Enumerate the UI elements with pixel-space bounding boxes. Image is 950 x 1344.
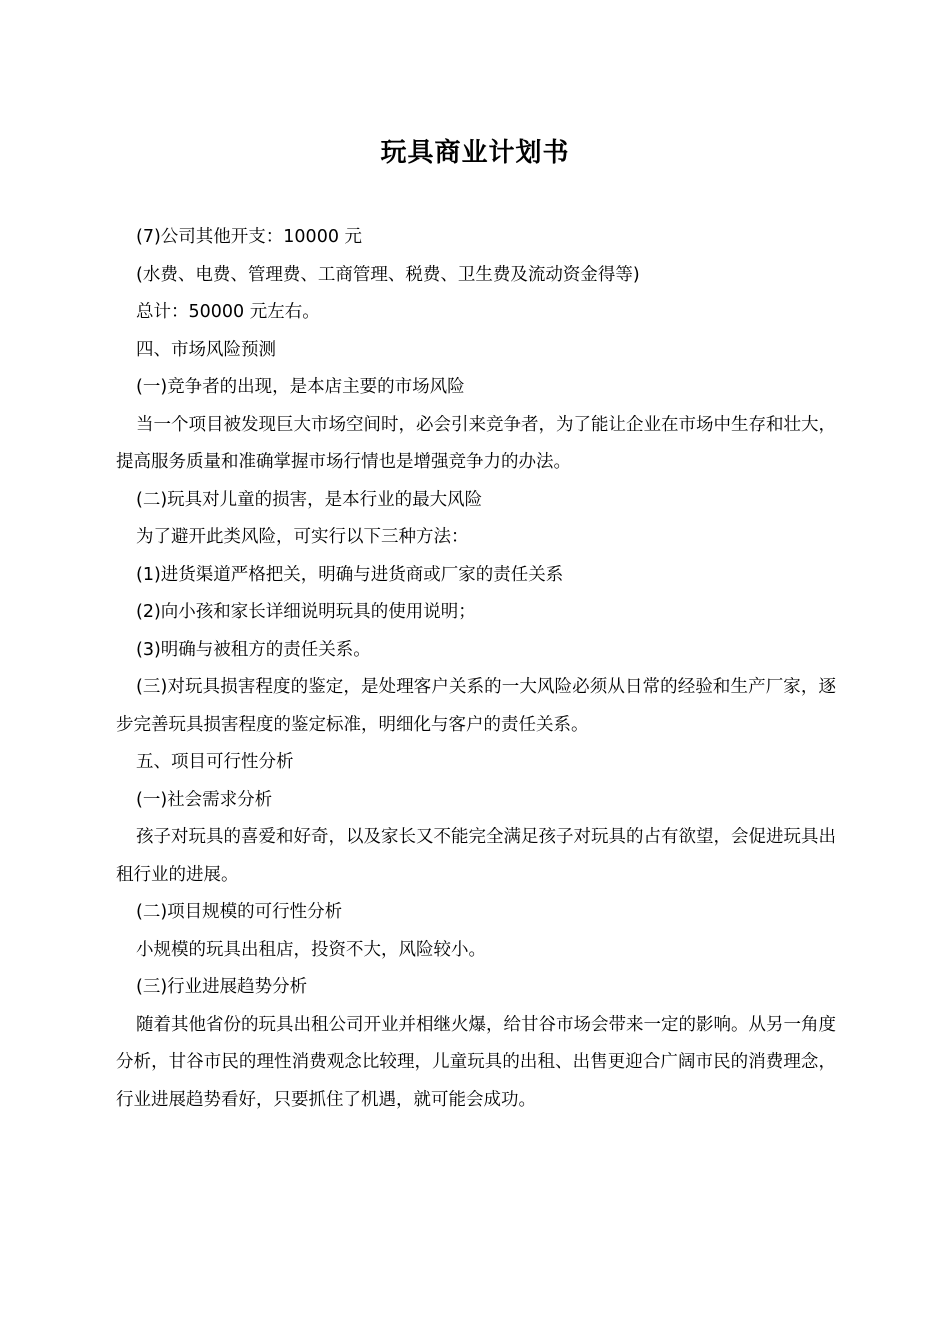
paragraph-industry-trend: 随着其他省份的玩具出租公司开业并相继火爆，给甘谷市场会带来一定的影响。从另一角度分析，甘谷市民的理性消费观念比较理，儿童玩具的出租、出售更迎合广阔市民的消费理念，行业进展趋势看好，只要抓住了机遇，就可能会成功。 bbox=[116, 1014, 836, 1110]
subheading-competitors: (一)竞争者的出现，是本店主要的市场风险 bbox=[136, 377, 465, 397]
paragraph-social-demand: 孩子对玩具的喜爱和好奇，以及家长又不能完全满足孩子对玩具的占有欲望，会促进玩具出租行业的进展。 bbox=[116, 827, 836, 885]
paragraph-expense-details: (水费、电费、管理费、工商管理、税费、卫生费及流动资金得等) bbox=[136, 264, 640, 285]
section-heading-market-risk: 四、市场风险预测 bbox=[136, 339, 276, 360]
paragraph-competitors: 当一个项目被发现巨大市场空间时，必会引来竞争者，为了能让企业在市场中生存和壮大，提高服务质量和准确掌握市场行情也是增强竞争力的办法。 bbox=[116, 414, 836, 472]
paragraph-total: 总计：50000 元左右。 bbox=[136, 302, 320, 322]
section-heading-feasibility: 五、项目可行性分析 bbox=[136, 752, 294, 772]
subheading-social-demand: (一)社会需求分析 bbox=[136, 789, 273, 810]
list-item-method-2: (2)向小孩和家长详细说明玩具的使用说明； bbox=[136, 602, 476, 622]
subheading-scale-feasibility: (二)项目规模的可行性分析 bbox=[136, 902, 343, 922]
document-body bbox=[116, 219, 836, 1119]
document-title: 玩具商业计划书 bbox=[380, 138, 570, 168]
subheading-industry-trend: (三)行业进展趋势分析 bbox=[136, 977, 308, 997]
subheading-child-harm: (二)玩具对儿童的损害，是本行业的最大风险 bbox=[136, 489, 483, 510]
paragraph-scale-feasibility: 小规模的玩具出租店，投资不大，风险较小。 bbox=[136, 939, 486, 960]
paragraph-avoid-risk: 为了避开此类风险，可实行以下三种方法： bbox=[136, 527, 469, 547]
list-item-method-3: (3)明确与被租方的责任关系。 bbox=[136, 639, 371, 660]
list-item-method-1: (1)进货渠道严格把关，明确与进货商或厂家的责任关系 bbox=[136, 564, 564, 585]
paragraph-other-expenses: (7)公司其他开支：10000 元 bbox=[136, 227, 363, 247]
paragraph-damage-assessment: (三)对玩具损害程度的鉴定，是处理客户关系的一大风险必须从日常的经验和生产厂家，逐步完善玩具损害程度的鉴定标准，明细化与客户的责任关系。 bbox=[116, 677, 836, 735]
